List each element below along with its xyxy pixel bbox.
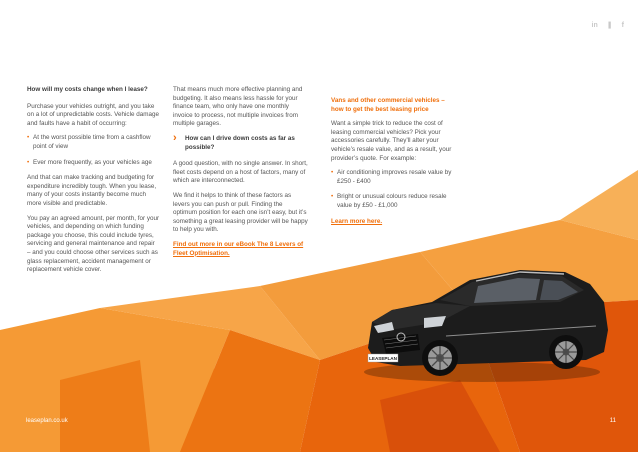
linkedin-icon[interactable]: in	[591, 22, 598, 29]
paragraph: Want a simple trick to reduce the cost of leasing commercial vehicles? Pick your accessories carefully. They’ll alter your vehicle’s resale value, and as a result, your provider’s quote. For example:	[331, 120, 452, 162]
section-heading	[173, 131, 308, 152]
bullet-list	[27, 134, 160, 167]
facebook-icon[interactable]: f	[621, 22, 624, 29]
licence-plate-text: LEASEPLAN	[369, 356, 397, 361]
paragraph: That means much more effective planning and budgeting. It also means less hassle for your finance team, who only have one monthly invoice to process, not multiple invoices from multiple garages.	[173, 86, 303, 128]
page-number: 11	[609, 418, 616, 424]
column-costs	[27, 86, 160, 281]
paragraph: A good question, with no single answer. In short, fleet costs depend on a host of factors, many of which are interconnected.	[173, 160, 308, 185]
bullet-list	[331, 169, 455, 210]
paragraph: And that can make tracking and budgeting for expenditure incredibly tough. When you lease, many of your costs instantly become much more visible and predictable.	[27, 174, 157, 207]
list-item: • At the worst possible time from a cashflow point of view	[27, 134, 160, 151]
chevron-right-icon: ›	[173, 131, 177, 144]
list-item: • Air conditioning improves resale value by £250 - £400	[331, 169, 455, 186]
column-planning	[173, 86, 308, 264]
section-heading: Vans and other commercial vehicles – how to get the best leasing price	[331, 97, 445, 113]
paragraph: We find it helps to think of these factors as levers you can push or pull. Finding the optimum position for each one isn’t easy, but it’s something a great leasing provider will be happy to help you with.	[173, 191, 308, 234]
learn-more-link[interactable]: Learn more here.	[331, 217, 383, 225]
heading-text: How can I drive down costs as far as possible?	[185, 134, 295, 151]
list-item: • Bright or unusual colours reduce resale value by £50 - £1,000	[331, 193, 455, 210]
list-item: • Ever more frequently, as your vehicles age	[27, 159, 160, 168]
twitter-icon[interactable]: ❚	[606, 22, 613, 29]
section-heading: How will my costs change when I lease?	[27, 86, 148, 93]
paragraph: Purchase your vehicles outright, and you take on a lot of unpredictable costs. Vehicle damage and faults have a habit of occurring:	[27, 102, 159, 127]
paragraph: You pay an agreed amount, per month, for your vehicles, and depending on which funding package you choose, this could include tyres, servicing and general maintenance and repair – and you could choose other services such as glass replacement, accident management or replacement vehicle cover.	[27, 214, 160, 274]
column-commercial-vehicles	[331, 97, 455, 232]
ebook-link[interactable]: Find out more in our eBook The 8 Levers of Fleet Optimisation.	[173, 240, 304, 257]
footer-url[interactable]: leaseplan.co.uk	[26, 418, 68, 424]
